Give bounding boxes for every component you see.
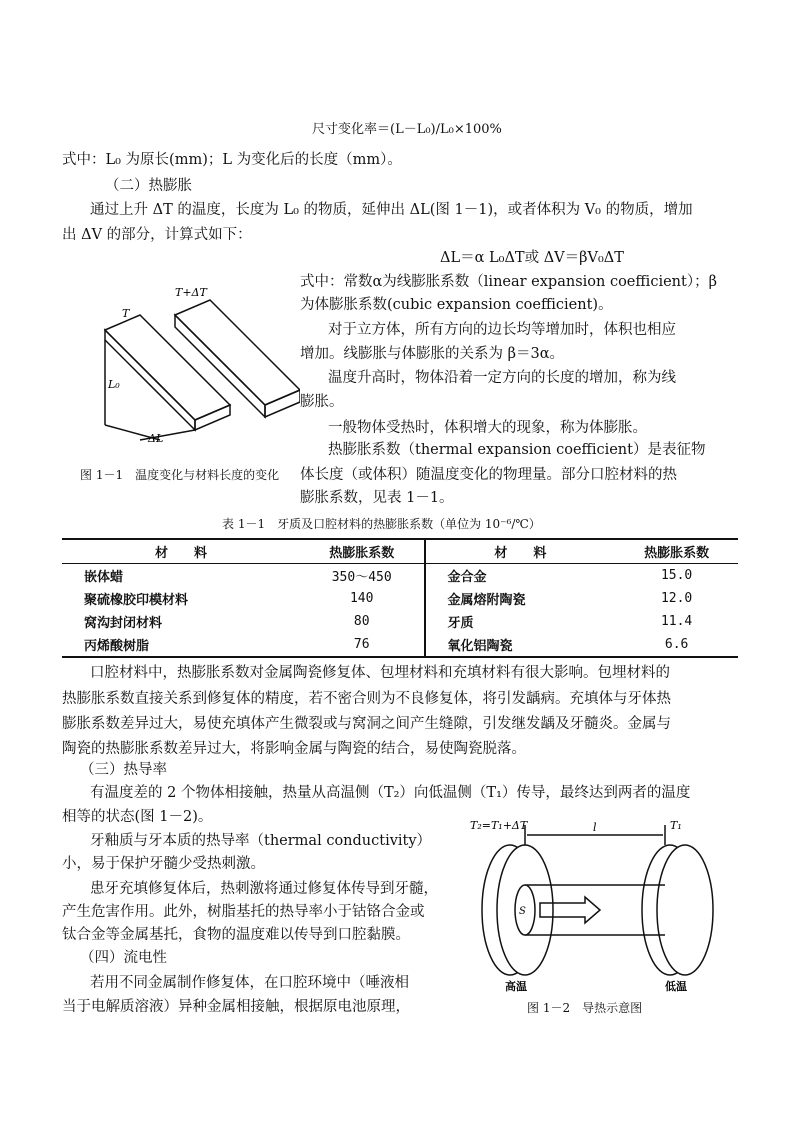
- text-line: 膨胀系数，见表 1－1。: [300, 490, 454, 506]
- text-line: 口腔材料中，热膨胀系数对金属陶瓷修复体、包埋材料和充填材料有很大影响。包埋材料的: [90, 665, 670, 681]
- cell: 聚硫橡胶印模材料: [84, 593, 189, 608]
- cell: 80: [353, 614, 370, 629]
- formula-size-change: 尺寸变化率＝(L－L₀)/L₀×100%: [312, 122, 502, 137]
- text-line: 体长度（或体积）随温度变化的物理量。部分口腔材料的热: [300, 467, 677, 483]
- cell: 140: [349, 591, 374, 606]
- label-t2: T₂=T₁+ΔT: [470, 819, 528, 832]
- text-line: 对于立方体，所有方向的边长均等增加时，体积也相应: [328, 322, 676, 338]
- text-line: 若用不同金属制作修复体，在口腔环境中（唾液相: [90, 975, 409, 991]
- text-line: 热膨胀系数直接关系到修复体的精度，若不密合则为不良修复体，将引发龋病。充填体与牙体热: [62, 691, 671, 707]
- table-row: [62, 564, 738, 588]
- expansion-table: [62, 538, 738, 658]
- figure-1-1-blocks: [80, 280, 300, 460]
- figure-1-2-heat-conduction: [465, 815, 745, 995]
- label-dl: ΔL: [148, 432, 164, 445]
- label-l: l: [593, 821, 597, 834]
- col-header: 热膨胀系数: [615, 539, 738, 564]
- table-row: [62, 633, 738, 657]
- cell: 6.6: [664, 637, 689, 652]
- table-row: [62, 610, 738, 633]
- col-header: 材 料: [425, 539, 616, 564]
- cell: 金合金: [425, 564, 616, 588]
- text-line: 有温度差的 2 个物体相接触，热量从高温侧（T₂）向低温侧（T₁）传导，最终达到两者的温度: [90, 785, 691, 801]
- text-line: 通过上升 ΔT 的温度，长度为 L₀ 的物质，延伸出 ΔL(图 1－1)，或者体积为 V₀ 的物质，增加: [90, 202, 693, 218]
- col-header: 热膨胀系数: [300, 539, 425, 564]
- text-line: 式中：L₀ 为原长(mm)；L 为变化后的长度（mm）。: [62, 152, 402, 168]
- cell: 15.0: [660, 568, 693, 583]
- text-line: 小，易于保护牙髓少受热刺激。: [62, 856, 265, 872]
- text-line: 出 ΔV 的部分，计算式如下：: [62, 227, 252, 243]
- text-line: 式中：常数α为线膨胀系数（linear expansion coefficient）；β: [300, 274, 717, 290]
- section-heading: （四）流电性: [80, 950, 167, 966]
- text-line: 钛合金等金属基托，食物的温度难以传导到口腔黏膜。: [62, 927, 410, 943]
- cell: 窝沟封闭材料: [84, 616, 163, 631]
- figure-1-1-caption: 图 1－1 温度变化与材料长度的变化: [80, 468, 280, 482]
- col-header: 材 料: [62, 539, 300, 564]
- cell: 350～450: [331, 570, 392, 585]
- cell: 嵌体蜡: [84, 570, 124, 585]
- table-row: [62, 587, 738, 610]
- text-line: 患牙充填修复体后，热刺激将通过修复体传导到牙髓，: [90, 881, 438, 897]
- table-header-row: [62, 539, 738, 564]
- label-t: T: [122, 307, 130, 320]
- text-line: 膨胀。: [300, 394, 344, 410]
- formula-expansion: ΔL＝α L₀ΔT或 ΔV＝βV₀ΔT: [440, 250, 624, 266]
- figure-1-2-caption: 图 1－2 导热示意图: [527, 1001, 643, 1015]
- cell: 丙烯酸树脂: [84, 639, 150, 654]
- label-high-temp: 高温: [505, 980, 527, 993]
- label-s: S: [519, 906, 526, 917]
- text-line: 热膨胀系数（thermal expansion coefficient）是表征物: [328, 442, 706, 458]
- label-t-plus-dt: T+ΔT: [175, 286, 207, 299]
- section-heading: （三）热导率: [80, 762, 167, 778]
- cell: 牙质: [425, 610, 616, 633]
- text-line: 增加。线膨胀与体膨胀的关系为 β＝3α。: [300, 346, 565, 362]
- table-caption: 表 1－1 牙质及口腔材料的热膨胀系数（单位为 10⁻⁶/℃）: [222, 517, 541, 531]
- text-line: 膨胀系数差异过大，易使充填体产生微裂或与窝洞之间产生缝隙，引发继发龋及牙髓炎。金属与: [62, 716, 671, 732]
- label-low-temp: 低温: [665, 980, 687, 993]
- text-line: 相等的状态(图 1－2)。: [62, 809, 213, 825]
- cell: 11.4: [660, 614, 693, 629]
- label-l0: L₀: [108, 378, 120, 391]
- text-line: 一般物体受热时，体积增大的现象，称为体膨胀。: [328, 420, 647, 436]
- text-line: 产生危害作用。此外，树脂基托的热导率小于钴铬合金或: [62, 904, 425, 920]
- text-line: 陶瓷的热膨胀系数差异过大，将影响金属与陶瓷的结合，易使陶瓷脱落。: [62, 741, 526, 757]
- cell: 76: [353, 637, 370, 652]
- cell: 12.0: [660, 591, 693, 606]
- text-line: 当于电解质溶液）异种金属相接触，根据原电池原理，: [62, 999, 410, 1015]
- text-line: 为体膨胀系数(cubic expansion coefficient)。: [300, 297, 613, 313]
- cell: 金属熔附陶瓷: [425, 587, 616, 610]
- cell: 氧化铝陶瓷: [425, 633, 616, 657]
- section-heading: （二）热膨胀: [105, 178, 192, 194]
- label-t1: T₁: [670, 819, 682, 832]
- text-line: 温度升高时，物体沿着一定方向的长度的增加，称为线: [328, 370, 676, 386]
- text-line: 牙釉质与牙本质的热导率（thermal conductivity）: [90, 833, 432, 849]
